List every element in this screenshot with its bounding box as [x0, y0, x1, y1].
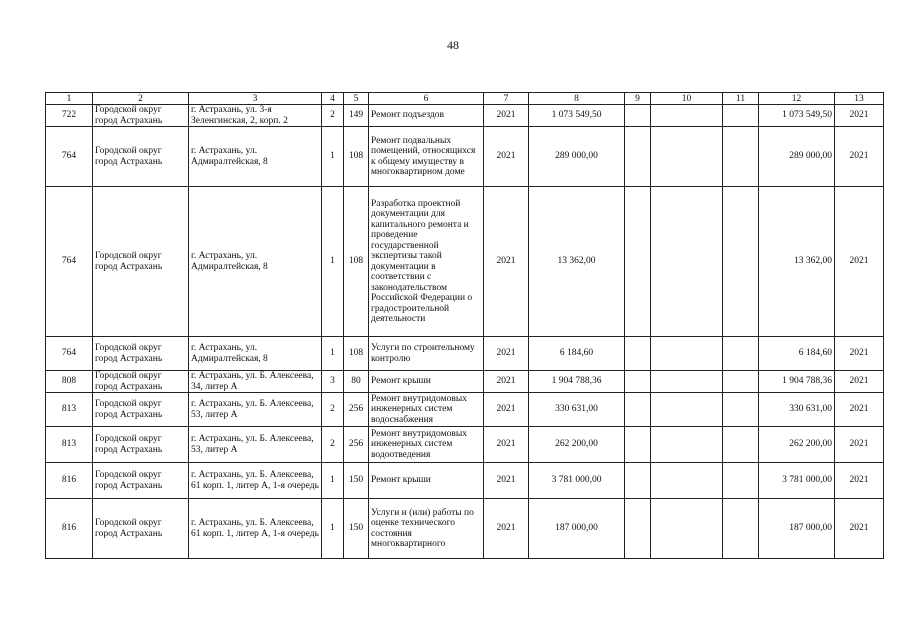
cell-apartments: 108 — [344, 127, 369, 187]
cell-address: г. Астрахань, ул. 3-я Зеленгинская, 2, корп. 2 — [189, 105, 322, 127]
cell-start-year: 2021 — [484, 427, 529, 463]
column-header: 1 — [46, 93, 93, 105]
cell-end-year: 2021 — [835, 499, 884, 559]
cell-apartments: 149 — [344, 105, 369, 127]
cell-cost: 262 200,00 — [529, 427, 625, 463]
cell-col10 — [651, 463, 723, 499]
cell-number: 722 — [46, 105, 93, 127]
cell-entrances: 2 — [322, 105, 344, 127]
table-row — [46, 127, 884, 187]
table-row — [46, 427, 884, 463]
cell-end-year: 2021 — [835, 393, 884, 427]
table-row — [46, 187, 884, 337]
cell-entrances: 1 — [322, 499, 344, 559]
cell-end-year: 2021 — [835, 187, 884, 337]
capital-repair-table — [45, 92, 884, 559]
cell-address: г. Астрахань, ул. Адмиралтейская, 8 — [189, 127, 322, 187]
cell-col11 — [723, 371, 759, 393]
cell-entrances: 3 — [322, 371, 344, 393]
cell-end-year: 2021 — [835, 427, 884, 463]
cell-entrances: 2 — [322, 427, 344, 463]
cell-address: г. Астрахань, ул. Б. Алексеева, 34, литер А — [189, 371, 322, 393]
cell-cost: 1 073 549,50 — [529, 105, 625, 127]
cell-col9 — [625, 393, 651, 427]
cell-municipality: Городской округ город Астрахань — [93, 127, 189, 187]
cell-total: 6 184,60 — [759, 337, 835, 371]
cell-start-year: 2021 — [484, 499, 529, 559]
cell-col11 — [723, 127, 759, 187]
cell-apartments: 256 — [344, 427, 369, 463]
cell-apartments: 108 — [344, 187, 369, 337]
cell-municipality: Городской округ город Астрахань — [93, 463, 189, 499]
cell-start-year: 2021 — [484, 371, 529, 393]
cell-work-type: Ремонт подвальных помещений, относящихся к общему имуществу в многоквартирном доме — [369, 127, 484, 187]
cell-municipality: Городской округ город Астрахань — [93, 105, 189, 127]
cell-end-year: 2021 — [835, 463, 884, 499]
cell-entrances: 1 — [322, 337, 344, 371]
cell-end-year: 2021 — [835, 371, 884, 393]
cell-cost: 13 362,00 — [529, 187, 625, 337]
cell-col11 — [723, 463, 759, 499]
cell-number: 813 — [46, 393, 93, 427]
cell-address: г. Астрахань, ул. Б. Алексеева, 53, литер А — [189, 393, 322, 427]
cell-work-type: Услуги по строительному контролю — [369, 337, 484, 371]
cell-number: 816 — [46, 463, 93, 499]
cell-col9 — [625, 187, 651, 337]
cell-cost: 3 781 000,00 — [529, 463, 625, 499]
cell-col10 — [651, 105, 723, 127]
cell-col10 — [651, 499, 723, 559]
cell-address: г. Астрахань, ул. Б. Алексеева, 61 корп. 1, литер А, 1-я очередь — [189, 463, 322, 499]
cell-col11 — [723, 337, 759, 371]
column-header: 13 — [835, 93, 884, 105]
cell-work-type: Услуги и (или) работы по оценке технического состояния многоквартирного — [369, 499, 484, 559]
cell-total: 187 000,00 — [759, 499, 835, 559]
cell-number: 816 — [46, 499, 93, 559]
cell-address: г. Астрахань, ул. Б. Алексеева, 61 корп. 1, литер А, 1-я очередь — [189, 499, 322, 559]
table-row — [46, 337, 884, 371]
cell-col11 — [723, 393, 759, 427]
column-header: 3 — [189, 93, 322, 105]
cell-start-year: 2021 — [484, 127, 529, 187]
cell-cost: 1 904 788,36 — [529, 371, 625, 393]
column-header: 11 — [723, 93, 759, 105]
cell-entrances: 1 — [322, 463, 344, 499]
cell-col9 — [625, 499, 651, 559]
cell-col9 — [625, 463, 651, 499]
cell-end-year: 2021 — [835, 337, 884, 371]
cell-start-year: 2021 — [484, 463, 529, 499]
cell-total: 1 073 549,50 — [759, 105, 835, 127]
cell-number: 764 — [46, 127, 93, 187]
cell-apartments: 256 — [344, 393, 369, 427]
cell-municipality: Городской округ город Астрахань — [93, 337, 189, 371]
column-header: 9 — [625, 93, 651, 105]
cell-cost: 289 000,00 — [529, 127, 625, 187]
cell-start-year: 2021 — [484, 393, 529, 427]
cell-col10 — [651, 187, 723, 337]
cell-municipality: Городской округ город Астрахань — [93, 371, 189, 393]
column-header: 10 — [651, 93, 723, 105]
cell-total: 1 904 788,36 — [759, 371, 835, 393]
cell-cost: 6 184,60 — [529, 337, 625, 371]
cell-address: г. Астрахань, ул. Адмиралтейская, 8 — [189, 187, 322, 337]
column-header: 6 — [369, 93, 484, 105]
header-row — [46, 93, 884, 105]
page-number: 48 — [447, 38, 459, 52]
cell-apartments: 80 — [344, 371, 369, 393]
cell-col10 — [651, 427, 723, 463]
cell-start-year: 2021 — [484, 337, 529, 371]
cell-entrances: 1 — [322, 127, 344, 187]
cell-col10 — [651, 127, 723, 187]
cell-municipality: Городской округ город Астрахань — [93, 393, 189, 427]
cell-start-year: 2021 — [484, 105, 529, 127]
cell-municipality: Городской округ город Астрахань — [93, 499, 189, 559]
cell-work-type: Ремонт крыши — [369, 371, 484, 393]
cell-work-type: Ремонт крыши — [369, 463, 484, 499]
cell-col9 — [625, 371, 651, 393]
cell-total: 262 200,00 — [759, 427, 835, 463]
column-header: 4 — [322, 93, 344, 105]
table-row — [46, 463, 884, 499]
cell-end-year: 2021 — [835, 105, 884, 127]
cell-col9 — [625, 427, 651, 463]
cell-col10 — [651, 371, 723, 393]
cell-apartments: 150 — [344, 463, 369, 499]
cell-number: 808 — [46, 371, 93, 393]
table-row — [46, 371, 884, 393]
cell-number: 764 — [46, 187, 93, 337]
cell-col11 — [723, 105, 759, 127]
column-header: 8 — [529, 93, 625, 105]
cell-work-type: Разработка проектной документации для капитального ремонта и проведение государственной экспертизы такой документации в соответствии с законодательством Российской Федерации о градостроительной деятельности — [369, 187, 484, 337]
cell-cost: 187 000,00 — [529, 499, 625, 559]
cell-work-type: Ремонт внутридомовых инженерных систем водоотведения — [369, 427, 484, 463]
cell-apartments: 108 — [344, 337, 369, 371]
cell-entrances: 1 — [322, 187, 344, 337]
cell-total: 13 362,00 — [759, 187, 835, 337]
cell-col9 — [625, 337, 651, 371]
cell-municipality: Городской округ город Астрахань — [93, 187, 189, 337]
cell-apartments: 150 — [344, 499, 369, 559]
cell-address: г. Астрахань, ул. Б. Алексеева, 53, литер А — [189, 427, 322, 463]
column-header: 2 — [93, 93, 189, 105]
cell-col10 — [651, 337, 723, 371]
table-row — [46, 105, 884, 127]
cell-number: 813 — [46, 427, 93, 463]
cell-end-year: 2021 — [835, 127, 884, 187]
cell-col11 — [723, 187, 759, 337]
cell-col11 — [723, 427, 759, 463]
cell-start-year: 2021 — [484, 187, 529, 337]
cell-cost: 330 631,00 — [529, 393, 625, 427]
column-header: 7 — [484, 93, 529, 105]
cell-number: 764 — [46, 337, 93, 371]
cell-work-type: Ремонт подъездов — [369, 105, 484, 127]
cell-col9 — [625, 127, 651, 187]
cell-col9 — [625, 105, 651, 127]
cell-total: 289 000,00 — [759, 127, 835, 187]
column-header: 5 — [344, 93, 369, 105]
cell-col10 — [651, 393, 723, 427]
table-row — [46, 499, 884, 559]
cell-work-type: Ремонт внутридомовых инженерных систем водоснабжения — [369, 393, 484, 427]
cell-total: 3 781 000,00 — [759, 463, 835, 499]
column-header: 12 — [759, 93, 835, 105]
cell-municipality: Городской округ город Астрахань — [93, 427, 189, 463]
cell-col11 — [723, 499, 759, 559]
table-row — [46, 393, 884, 427]
cell-address: г. Астрахань, ул. Адмиралтейская, 8 — [189, 337, 322, 371]
cell-entrances: 2 — [322, 393, 344, 427]
cell-total: 330 631,00 — [759, 393, 835, 427]
